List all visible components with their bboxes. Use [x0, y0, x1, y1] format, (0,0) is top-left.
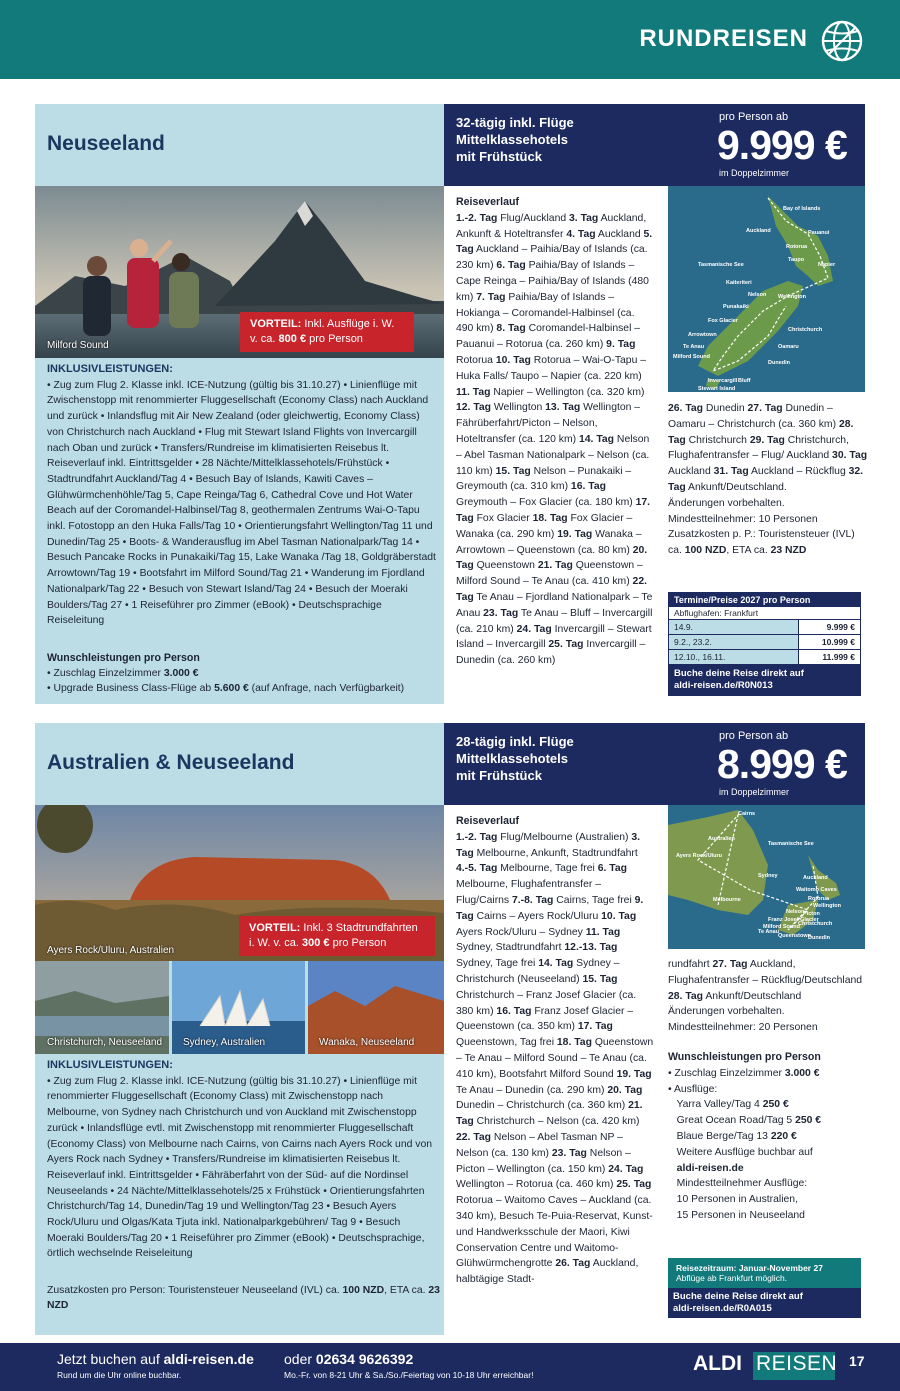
itinerary-day: 24. Tag [516, 623, 552, 635]
itinerary-day: 17. Tag [577, 1021, 613, 1033]
itinerary [456, 195, 654, 669]
itinerary-step: Cairns, Tage frei [553, 894, 635, 906]
wish-line [47, 681, 442, 696]
itinerary-day: 28. Tag [668, 990, 704, 1002]
itinerary-step: Wellington [491, 402, 546, 414]
map-label: Picton [803, 911, 820, 917]
itinerary-day: 1.-2. Tag [456, 212, 498, 224]
itinerary-step: Paihia/Bay of Islands – Hokianga – Coromandel-Halbinsel (ca. 490 km) [456, 291, 635, 335]
vorteil-amount: 800 € [278, 333, 307, 345]
vorteil-badge [240, 312, 414, 352]
map-label: Kaiteriteri [726, 280, 752, 286]
itinerary-day: 4. Tag [566, 228, 596, 240]
itinerary-step: Invercargill – Dunedin (ca. 260 km) [456, 639, 646, 667]
itinerary-step: Auckland – Paihia/Bay of Islands (ca. 230 km) [456, 244, 648, 272]
travel-period [668, 1258, 861, 1288]
price-table-departure: Abflughafen: Frankfurt [669, 607, 860, 620]
notes-eta: 23 NZD [770, 545, 807, 557]
itinerary-day: 22. Tag [456, 1131, 492, 1143]
photo-caption: Ayers Rock/Uluru, Australien [47, 945, 175, 956]
itinerary-step: Wellington – Rotorua (ca. 460 km) [456, 1179, 617, 1191]
itinerary-day: 7.-8. Tag [512, 894, 554, 906]
wish-line-price: 5.600 € [214, 683, 249, 695]
map-label: Wellington [813, 903, 842, 909]
itinerary-day: 10. Tag [601, 910, 637, 922]
itinerary-step: Auckland, Flughafentransfer – Rückflug/Deutschland [668, 959, 863, 986]
tour-title: Neuseeland [47, 132, 165, 155]
extra-costs [47, 1283, 442, 1313]
wish-line-text: Yarra Valley/Tag 4 [668, 1099, 763, 1111]
booking-url[interactable]: aldi-reisen.de/R0A015 [673, 1303, 772, 1314]
itinerary-day: 26. Tag [668, 403, 704, 414]
map-label: Nelson [748, 292, 767, 298]
footer-phone-hours: Mo.-Fr. von 8-21 Uhr & Sa./So./Feiertag von 10-18 Uhr erreichbar! [284, 1370, 534, 1380]
wish-line [668, 1161, 868, 1177]
photo-caption: Milford Sound [47, 340, 109, 351]
tour-title-box [35, 723, 444, 805]
wish-line-text: Mindestteilnehmer Ausflüge: [668, 1178, 808, 1190]
itinerary-day: 28. Tag [668, 418, 854, 446]
itinerary-day: 4.-5. Tag [456, 863, 498, 875]
map-label: Cairns [738, 811, 756, 817]
tour-price: 9.999 € [717, 122, 847, 168]
itinerary-day: 11. Tag [456, 386, 491, 398]
map-label: Dunedin [808, 935, 830, 941]
map-label: Franz Josef Glacier [768, 917, 819, 923]
wish-line-text: • Zuschlag Einzelzimmer [47, 668, 164, 680]
itinerary-step: Melbourne, Flughafentransfer – Flug/Cairns [456, 879, 601, 906]
itinerary-day: 16. Tag [496, 1005, 532, 1017]
itinerary-text-continued [668, 957, 868, 1004]
tour-notes: Änderungen vorbehalten. Mindestteilnehmer: 20 Personen [668, 1006, 818, 1034]
itinerary-day: 14. Tag [538, 958, 574, 970]
price-row [669, 635, 860, 650]
map-label: Waitomo Caves [796, 887, 837, 893]
wish-line [668, 1082, 868, 1098]
wish-line-text: • Ausflüge: [668, 1083, 718, 1095]
map-label: Dunedin [768, 360, 790, 366]
brand-aldi: ALDI [693, 1352, 742, 1375]
footer-booking-text: Jetzt buchen auf [57, 1351, 164, 1367]
itinerary-day: 3. Tag [569, 212, 599, 224]
globe-icon [820, 19, 864, 63]
travel-period-text: Reisezeitraum: Januar-November 27 [676, 1263, 823, 1273]
itinerary-step: Napier – Wellington (ca. 320 km) [490, 386, 645, 398]
vorteil-suffix: pro Person [329, 937, 387, 949]
footer-phone-number[interactable]: 02634 9626392 [315, 1351, 414, 1367]
price-table [668, 592, 861, 696]
itinerary-day: 23. Tag [551, 1147, 587, 1159]
inclusive-text: • Zug zum Flug 2. Klasse inkl. ICE-Nutzung (gültig bis 31.10.27) • Linienflüge mit renommierter Fluggesellschaft (Economy Class) mit Zwischenstopp nach Melbourne, von Sydney nach Christchurch und von Auckland mit Zwischenstopp zurück • Inlandsflüge evtl. mit Zwischenstopp mit renommierter Fluggesellschaft (Economy Class) von Melbourne nach Cairns, von Cairns nach Ayers Rock und von Ayers Rock nach Sydney • Transfers/Rundreise im klimatisierten Reisebus lt. Reiseverlauf inkl. Eintrittsgelder • Fähräberfahrt von der Süd- auf die Nordinsel Neuseelands • 24 Nächte/Mittelklassehotels/25 x Frühstück • Orientierungsfahrten Christchurch/Tag 14, Dunedin/Tag 19 und Wellington/Tag 23 • Besuch Ayers Rock/Uluru und Olgas/Kata Tjuta inkl. Nationalparkgebühren/ Tag 9 • Besuch Moeraki Boulders/Tag 20 • 1 Reiseführer pro Zimmer (eBook) • Deutschsprachige, örtlich wechselnde Reiseleitung [47, 1075, 433, 1260]
wish-heading: Wunschleistungen pro Person [47, 652, 200, 664]
wish-line-price: 220 € [770, 1130, 797, 1142]
map-label: Auckland [746, 228, 771, 234]
itinerary-day: 29. Tag [749, 434, 785, 446]
price-date: 12.10., 16.11. [669, 650, 798, 664]
itinerary-step: Ankunft/Deutschland [703, 990, 802, 1002]
itinerary-day: 5. Tag [456, 228, 653, 256]
itinerary-day: 24. Tag [608, 1163, 644, 1175]
map-label: Punakaiki [723, 304, 749, 310]
map-label: Sydney [758, 873, 778, 879]
map-label: Napier [818, 262, 836, 268]
vorteil-suffix: pro Person [306, 333, 363, 345]
photo-strip [35, 961, 444, 1054]
itinerary [456, 814, 654, 1288]
tour-notes [668, 496, 868, 559]
tour-neuseeland [35, 104, 868, 704]
itinerary-step: Sydney, Stadtrundfahrt [456, 942, 565, 954]
itinerary-day: 10. Tag [495, 354, 531, 366]
itinerary-day: 23. Tag [483, 607, 519, 619]
vorteil-badge [239, 916, 435, 956]
footer-site-link[interactable]: aldi-reisen.de [163, 1351, 254, 1367]
wish-line-text: 10 Personen in Australien, [668, 1194, 798, 1206]
itinerary-step: Sydney, Tage frei [456, 958, 539, 970]
map-label: Christchurch [788, 327, 823, 333]
booking-link[interactable] [668, 1288, 861, 1318]
itinerary-day: 30. Tag [832, 450, 868, 462]
tour-title-box [35, 104, 444, 186]
itinerary-step: Fox Glacier [473, 512, 533, 524]
itinerary-text-continued [668, 401, 868, 496]
map-label: Stewart Island [698, 386, 736, 392]
map-label: Fox Glacier [708, 318, 738, 324]
map-label: Wellington [778, 294, 807, 300]
wish-line-text: 15 Personen in Neuseeland [668, 1209, 805, 1221]
extra-eta: 23 NZD [47, 1285, 440, 1312]
itinerary-day: 11. Tag [585, 926, 621, 938]
itinerary-step: Fox Glacier – Wanaka (ca. 290 km) [456, 512, 633, 540]
tour-header [444, 723, 865, 805]
itinerary-step: Dunedin – Christchurch (ca. 360 km) [456, 1100, 629, 1112]
price-value: 9.999 € [798, 620, 860, 634]
itinerary-step: Christchurch – Franz Josef Glacier (ca. 380 km) [456, 989, 637, 1017]
itinerary-text [456, 830, 654, 1288]
itinerary-step: Christchurch – Nelson (ca. 420 km) [473, 1116, 640, 1128]
itinerary-day: 6. Tag [597, 863, 627, 875]
price-date: 14.9. [669, 620, 798, 634]
wish-line-text: Weitere Ausflüge buchbar auf [668, 1146, 813, 1158]
itinerary-day: 13. Tag [545, 402, 581, 414]
itinerary-day: 9. Tag [456, 894, 644, 922]
itinerary-day: 12.-13. Tag [564, 942, 618, 954]
itinerary-step: Nelson – Abel Tasman NP – Nelson (ca. 130 km) [456, 1131, 623, 1159]
itinerary-day: 27. Tag [747, 403, 783, 414]
photo-caption-wanaka: Wanaka, Neuseeland [319, 1037, 415, 1048]
tour-title: Australien & Neuseeland [47, 751, 295, 774]
map-label: Christchurch [798, 921, 833, 927]
itinerary-continued [668, 401, 868, 559]
itinerary-step: Te Anau – Bluff – Invercargill (ca. 210 km) [456, 607, 653, 635]
itinerary-day: 15. Tag [582, 973, 618, 985]
notes-ivl: 100 NZD [684, 545, 727, 557]
map-label: Te Anau [683, 344, 705, 350]
notes-text: , ETA ca. [726, 545, 771, 557]
photo-caption-sydney: Sydney, Australien [183, 1037, 266, 1048]
map-label: Oamaru [778, 344, 799, 350]
map-label: Tasmanische See [768, 841, 814, 847]
itinerary-day: 31. Tag [713, 466, 749, 478]
map-label: Bay of Islands [783, 206, 821, 212]
booking-url[interactable]: aldi-reisen.de/R0N013 [674, 680, 773, 691]
price-date: 9.2., 23.2. [669, 635, 798, 649]
itinerary-step: Queenstown – Te Anau – Milford Sound – Te Anau (ca. 410 km), Bootsfahrt Milford Sound [456, 1037, 654, 1080]
itinerary-day: 8. Tag [496, 323, 526, 335]
itinerary-day: 32. Tag [668, 466, 864, 493]
map-label: Rotorua [786, 244, 808, 250]
itinerary-step: Flug/Auckland [497, 212, 570, 224]
price-suffix: im Doppelzimmer [719, 168, 790, 178]
itinerary-step: Paihia/Bay of Islands – Cape Reinga – Paihia/Bay of Islands (480 km) [456, 260, 649, 303]
itinerary-heading: Reiseverlauf [456, 196, 520, 208]
inclusive-heading: INKLUSIVLEISTUNGEN: [47, 1059, 173, 1071]
footer-booking [57, 1351, 254, 1367]
vorteil-text: Inkl. Ausflüge i. W. v. ca. [250, 318, 395, 345]
booking-link[interactable] [669, 665, 860, 695]
itinerary-step: Ankunft/Deutschland. [685, 481, 787, 493]
itinerary-day: 20. Tag [607, 1084, 643, 1096]
wish-line [668, 1208, 868, 1224]
map-label: Pauanui [808, 230, 830, 236]
wish-line [668, 1176, 868, 1192]
itinerary-day: 20. Tag [456, 544, 648, 572]
itinerary-day: 19. Tag [616, 1068, 652, 1080]
itinerary-heading: Reiseverlauf [456, 815, 520, 827]
itinerary-day: 3. Tag [456, 831, 641, 859]
wish-line-price: 250 € [762, 1099, 789, 1111]
route-map [668, 805, 865, 949]
wish-line-text: • Upgrade Business Class-Flüge ab [47, 683, 215, 695]
itinerary-step: Franz Josef Glacier – Queenstown (ca. 350 km) [456, 1005, 634, 1033]
wish-line-price: aldi-reisen.de [676, 1162, 744, 1174]
map-label: Taupo [788, 257, 805, 263]
itinerary-step: Flug/Melbourne (Australien) [497, 831, 632, 843]
tour-australien-neuseeland [35, 723, 865, 1335]
itinerary-text [456, 211, 654, 669]
itinerary-day: 18. Tag [532, 512, 568, 524]
price-row [669, 650, 860, 665]
itinerary-step: Auckland, halbtägige Stadt- [456, 1258, 639, 1286]
itinerary-step: Greymouth – Fox Glacier (ca. 180 km) [456, 497, 636, 509]
itinerary-continued [668, 957, 868, 1224]
footer-bar [0, 1343, 900, 1391]
vorteil-text: Inkl. 3 Stadtrundfahrten i. W. v. ca. [249, 922, 418, 949]
itinerary-day: 7. Tag [476, 291, 506, 303]
itinerary-step: Christchurch [685, 434, 750, 446]
itinerary-day: 9. Tag [606, 339, 636, 351]
itinerary-step: Nelson – Punakaiki – Greymouth (ca. 310 km) [456, 465, 632, 493]
itinerary-day: 25. Tag [616, 1179, 652, 1191]
itinerary-day: 1.-2. Tag [456, 831, 498, 843]
tour-price: 8.999 € [717, 741, 847, 787]
vorteil-amount: 300 € [301, 937, 330, 949]
wish-line [668, 1192, 868, 1208]
itinerary-step: Dunedin – Oamaru – Christchurch (ca. 360 km) [668, 403, 839, 430]
itinerary-step: Auckland [595, 228, 644, 240]
itinerary-day: 19. Tag [557, 528, 593, 540]
wish-line [668, 1145, 868, 1161]
wish-line [668, 1097, 868, 1113]
itinerary-step: Melbourne, Tage frei [497, 863, 598, 875]
uluru-photo [35, 805, 444, 961]
price-value: 10.999 € [798, 635, 860, 649]
price-value: 11.999 € [798, 650, 860, 664]
wish-services [47, 651, 442, 697]
tour-header [444, 104, 865, 186]
wish-line-text: • Zuschlag Einzelzimmer [668, 1067, 785, 1079]
map-label: Te Anau [758, 929, 780, 935]
itinerary-step: Dunedin [703, 403, 748, 414]
price-row [669, 620, 860, 635]
itinerary-step: Rotorua – Wai-O-Tapu – Huka Falls/ Taupo – Napier (ca. 220 km) [456, 354, 647, 382]
itinerary-step: rundfahrt [668, 959, 713, 970]
map-label: Rotorua [808, 896, 830, 902]
map-label: Australien [708, 836, 735, 842]
extra-text: , ETA ca. [384, 1285, 429, 1296]
itinerary-day: 21. Tag [537, 560, 573, 572]
wish-line-price: 3.000 € [163, 668, 199, 680]
itinerary-step: Auckland – Rückflug [748, 466, 849, 478]
map-label: Ayers Rock/Uluru [676, 853, 722, 859]
itinerary-day: 15. Tag [495, 465, 531, 477]
inclusive-services [47, 362, 437, 629]
itinerary-step: Auckland, Ankunft & Hoteltransfer [456, 212, 647, 240]
footer-booking-sub: Rund um die Uhr online buchbar. [57, 1370, 182, 1380]
vorteil-label: VORTEIL: [249, 922, 301, 934]
map-label: Bluff [738, 378, 751, 384]
route-map [668, 186, 865, 392]
price-suffix: im Doppelzimmer [719, 787, 790, 797]
vorteil-label: VORTEIL: [250, 318, 302, 330]
wish-line [668, 1113, 868, 1129]
extra-ivl: 100 NZD [342, 1285, 385, 1296]
itinerary-day: 25. Tag [548, 639, 584, 651]
map-label: Nelson [786, 909, 805, 915]
itinerary-step: Auckland [668, 466, 714, 478]
wish-line [668, 1066, 868, 1082]
itinerary-step: Nelson – Picton – Wellington (ca. 150 km) [456, 1147, 631, 1175]
price-prefix: pro Person ab [719, 111, 789, 123]
wish-line-text: Blaue Berge/Tag 13 [668, 1130, 771, 1142]
price-table-title: Termine/Preise 2027 pro Person [669, 593, 860, 607]
inclusive-text: • Zug zum Flug 2. Klasse inkl. ICE-Nutzung (gültig bis 31.10.27) • Linienflüge mit Zwischenstopp mit renommierter Fluggesellschaft (Economy Class) nach Auckland und zurück • Inlandsflug mit Air New Zealand (oder gleichwertig, Economy Class) von Christchurch nach Auckland • Flug mit Stewart Island Flights von Invercargill nach Oban und zurück • Transfers/Rundreise im klimatisierten Reisebus lt. Reiseverlauf inkl. Eintrittsgelder • 28 Nächte/Mittelklassehotels/Frühstück • Stadtrundfahrt Auckland/Tag 4 • Besuch Bay of Islands, Kawiti Caves – Glühwürmchenhöhle/Tag 5, Cape Reinga/Tag 6, Cathedral Cove und Hot Water Beach auf der Coromandel-Halbinsel/Tag 8, geothermalen Zentrums Wai-O-Tapu inkl. Fotostopp an den Huka Falls/Tag 10 • Orientierungsfahrt Wellington/Tag 11 und Dunedin/Tag 25 • Boots- & Wanderausflug im Abel Tasman Nationalpark/Tag 14 • Besuch Pancake Rocks in Punakaiki/Tag 15, Lake Wanaka /Tag 18, Goldgräberstadt Arrowtown/Tag 19 • Bootsfahrt im Milford Sound/Tag 21 • Wanderung im Fjordland Nationalpark/Tag 22 • Besuch von Stewart Island/Tag 24 • Besuch der Moeraki Boulders/Tag 27 • 1 Reiseführer pro Zimmer (eBook) • Deutschsprachige Reiseleitung [47, 379, 436, 627]
itinerary-day: 14. Tag [579, 433, 615, 445]
extra-text: Zusatzkosten pro Person: Touristensteuer Neuseeland (IVL) ca. [47, 1285, 343, 1296]
itinerary-step: Invercargill – Stewart Island – Invercargill [456, 623, 652, 651]
wish-line [47, 666, 442, 681]
itinerary-step: Melbourne, Ankunft, Stadtrundfahrt [473, 847, 638, 859]
photo-caption-christchurch: Christchurch, Neuseeland [47, 1037, 163, 1048]
brand-reisen: REISEN [756, 1352, 838, 1375]
itinerary-step: Te Anau – Fjordland Nationalpark – Te Anau [456, 591, 653, 619]
map-label: Invercargill [708, 378, 738, 384]
page-number: 17 [849, 1353, 865, 1369]
itinerary-step: Coromandel-Halbinsel – Pauanui – Rotorua (ca. 260 km) [456, 323, 641, 351]
itinerary-step: Rotorua [456, 354, 496, 366]
booking-label: Buche deine Reise direkt auf [674, 668, 804, 679]
map-label: Arrowtown [688, 332, 717, 338]
map-label: Milford Sound [673, 354, 710, 360]
itinerary-step: Nelson – Abel Tasman Nationalpark – Nelson (ca. 110 km) [456, 433, 650, 477]
itinerary-step: Queenstown – Milford Sound – Te Anau (ca. 410 km) [456, 560, 643, 588]
map-label: Auckland [803, 875, 828, 881]
itinerary-step: Ayers Rock/Uluru – Sydney [456, 926, 586, 938]
itinerary-step: Sydney – Christchurch (Neuseeland) [456, 958, 620, 985]
booking-label: Buche deine Reise direkt auf [673, 1291, 803, 1302]
milford-sound-photo [35, 186, 444, 358]
itinerary-step: Rotorua – Waitomo Caves – Auckland (ca. 340 km), Besuch Te-Puia-Reservat, Kunst- und Handwerksschule der Maori, Kiwi Conservation Centre und Waitomo-Glühwürmchengrotte [456, 1195, 653, 1270]
inclusive-heading: INKLUSIVLEISTUNGEN: [47, 363, 173, 375]
price-prefix: pro Person ab [719, 730, 789, 742]
itinerary-step: Christchurch, Flughafentransfer – Flug/ Auckland [668, 434, 849, 462]
wish-line-price: 250 € [795, 1115, 822, 1127]
itinerary-day: 12. Tag [456, 402, 492, 414]
map-label: Queenstown [778, 933, 812, 939]
itinerary-day: 17. Tag [456, 497, 651, 524]
itinerary-day: 6. Tag [496, 260, 526, 272]
itinerary-step: Te Anau – Dunedin (ca. 290 km) [456, 1084, 608, 1096]
tour-inclusive: 28-tägig inkl. Flüge Mittelklassehotels mit Frühstück [456, 734, 574, 783]
itinerary-day: 16. Tag [570, 481, 606, 493]
itinerary-step: Queenstown [473, 560, 538, 572]
itinerary-day: 22. Tag [456, 576, 647, 603]
header-bar [0, 0, 900, 79]
itinerary-day: 26. Tag [555, 1258, 591, 1270]
section-title: RUNDREISEN [639, 25, 808, 52]
map-label: Melbourne [713, 897, 741, 903]
notes-text: Änderungen vorbehalten. Mindestteilnehmer: 10 Personen Zusatzkosten p. P.: Touristensteuer (IVL) ca. [668, 497, 855, 557]
map-label: Milford Sound [763, 924, 800, 930]
wish-heading: Wunschleistungen pro Person [668, 1050, 821, 1063]
tour-inclusive: 32-tägig inkl. Flüge Mittelklassehotels mit Frühstück [456, 115, 574, 164]
itinerary-day: 27. Tag [712, 959, 748, 970]
footer-phone [284, 1351, 413, 1367]
inclusive-services [47, 1058, 437, 1262]
itinerary-step: Cairns – Ayers Rock/Uluru [473, 910, 602, 922]
wish-services [668, 1066, 868, 1224]
wish-line-text: Great Ocean Road/Tag 5 [668, 1115, 796, 1127]
itinerary-step: Wanaka – Arrowtown – Queenstown (ca. 80 km) [456, 528, 642, 556]
wish-line-price: 3.000 € [784, 1067, 820, 1079]
itinerary-day: 18. Tag [556, 1037, 592, 1049]
itinerary-step: Wellington – Fährüberfahrt/Picton – Nelson, Hoteltransfer (ca. 120 km) [456, 402, 641, 445]
map-label: Tasmanische See [698, 262, 744, 268]
footer-phone-text: oder [284, 1351, 316, 1367]
itinerary-day: 21. Tag [456, 1100, 643, 1128]
wish-line-text [668, 1163, 677, 1174]
itinerary-step: Queenstown, Tag frei [456, 1037, 557, 1049]
wish-line [668, 1129, 868, 1145]
departure-note: Abflüge ab Frankfurt möglich. [676, 1273, 788, 1283]
wish-line-note: (auf Anfrage, nach Verfügbarkeit) [248, 683, 405, 695]
